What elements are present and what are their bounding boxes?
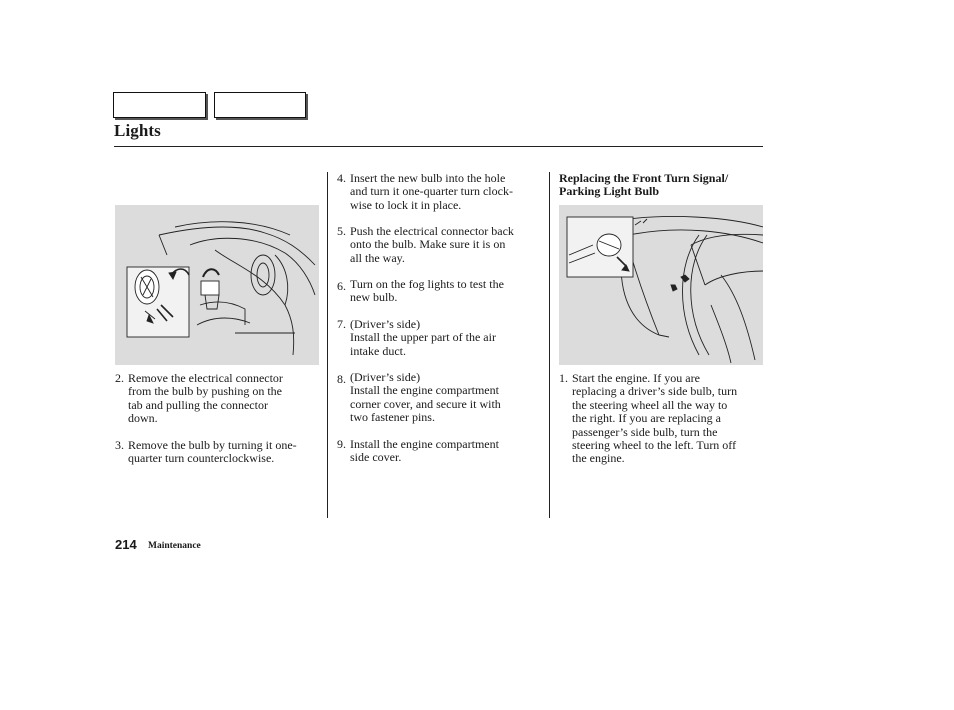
step-line: Start the engine. If you are	[572, 371, 700, 385]
header-tab-1	[113, 92, 206, 118]
step-text	[128, 439, 297, 466]
step-number: 8.	[337, 372, 346, 386]
step-line: Remove the bulb by turning it one-	[128, 438, 297, 452]
step-line: Insert the new bulb into the hole	[350, 171, 506, 185]
section-heading	[559, 172, 764, 198]
section-name: Maintenance	[148, 541, 201, 551]
step-number: 3.	[115, 438, 124, 452]
step-line: side cover.	[350, 450, 402, 465]
column-divider-1	[327, 172, 328, 518]
turn-signal-illustration	[559, 205, 763, 365]
step-text	[350, 371, 501, 425]
step-line: corner cover, and secure it with	[350, 396, 501, 411]
heading-line: Replacing the Front Turn Signal/	[559, 171, 729, 185]
step-line: onto the bulb. Make sure it is on	[350, 237, 506, 252]
step-number: 1.	[559, 371, 568, 385]
step-number: 7.	[337, 317, 346, 331]
step-line: Remove the electrical connector	[128, 371, 283, 385]
step-line: tab and pulling the connector	[128, 397, 268, 412]
step-line: wise to lock it in place.	[350, 197, 462, 212]
step-line: Install the engine compartment	[350, 383, 499, 398]
step-line: (Driver’s side)	[350, 370, 421, 384]
step-number: 2.	[115, 371, 124, 385]
step-number: 4.	[337, 171, 346, 185]
step-line: passenger’s side bulb, turn the	[572, 424, 718, 439]
step-line: two fastener pins.	[350, 410, 435, 425]
step-line: (Driver’s side)	[350, 317, 421, 331]
step-line: steering wheel to the left. Turn off	[572, 438, 737, 453]
step-line: Push the electrical connector back	[350, 224, 514, 238]
step-line: the right. If you are replacing a	[572, 411, 721, 426]
step-line: replacing a driver’s side bulb, turn	[572, 384, 738, 399]
step-text	[350, 278, 504, 305]
step-number: 5.	[337, 224, 346, 238]
step-line: from the bulb by pushing on the	[128, 384, 282, 399]
step-text	[350, 172, 513, 212]
step-line: quarter turn counterclockwise.	[128, 451, 275, 466]
step-line: and turn it one-quarter turn clock-	[350, 184, 513, 199]
step-line: the steering wheel all the way to	[572, 397, 728, 412]
heading-line: Parking Light Bulb	[559, 184, 660, 198]
step-text	[350, 438, 499, 465]
step-line: the engine.	[572, 451, 625, 466]
fog-light-bulb-illustration	[115, 205, 319, 365]
step-number: 9.	[337, 437, 346, 451]
step-line: down.	[128, 411, 158, 426]
page-number: 214	[115, 537, 137, 552]
column-divider-2	[549, 172, 550, 518]
step-line: Turn on the fog lights to test the	[350, 277, 504, 291]
page-title: Lights	[114, 121, 161, 140]
step-line: Install the upper part of the air	[350, 330, 496, 345]
title-rule	[114, 146, 763, 147]
header-tab-2	[214, 92, 306, 118]
step-text	[350, 318, 496, 358]
step-line: all the way.	[350, 250, 405, 265]
step-number: 6.	[337, 279, 346, 293]
step-line: new bulb.	[350, 290, 398, 305]
step-line: Install the engine compartment	[350, 437, 499, 451]
step-text	[572, 372, 737, 466]
step-line: intake duct.	[350, 343, 406, 358]
step-text	[128, 372, 283, 426]
step-text	[350, 225, 514, 265]
